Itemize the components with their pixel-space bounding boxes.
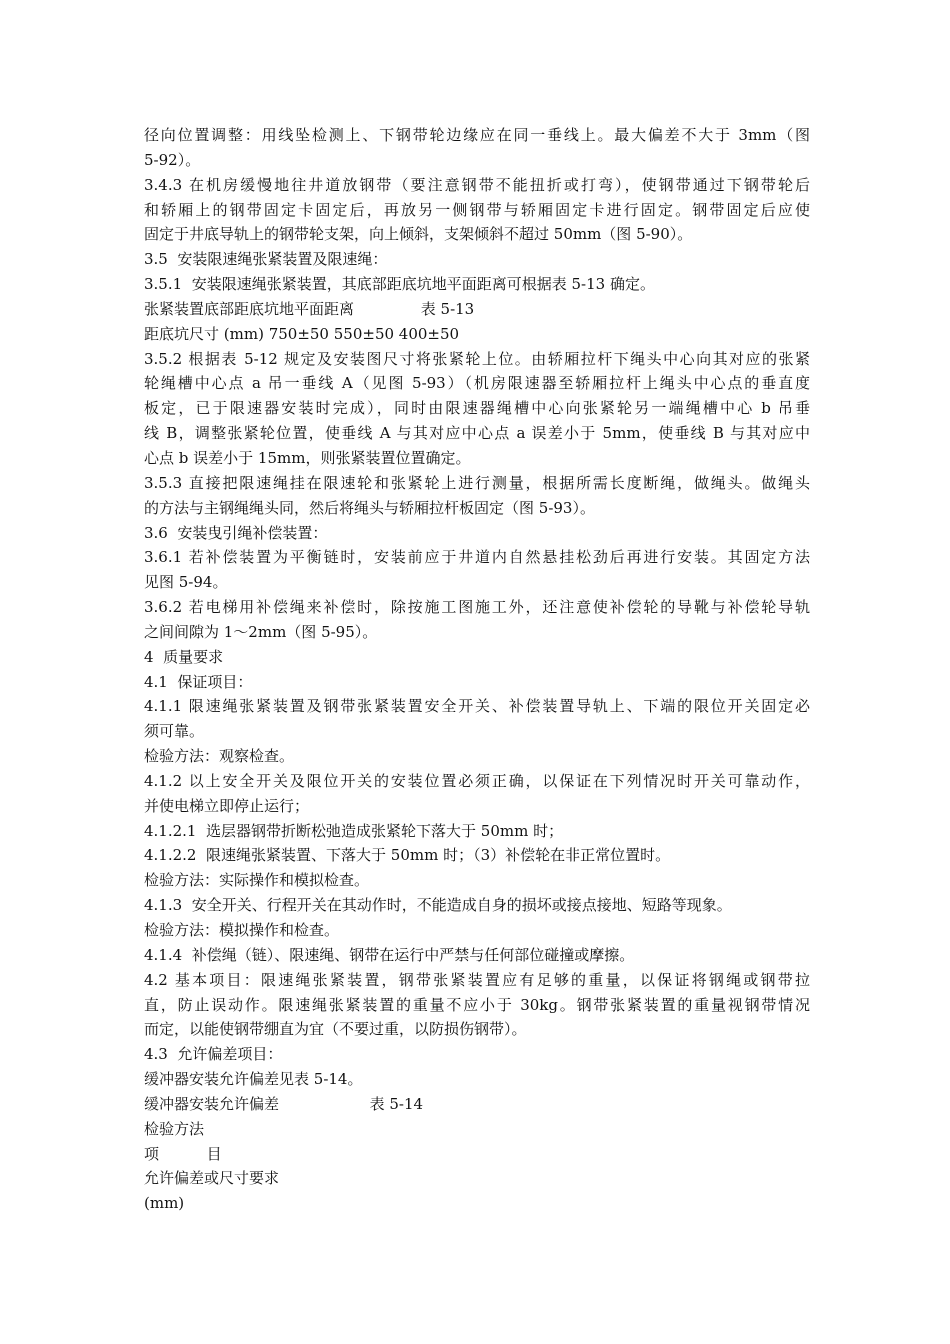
text-line: 见图 5-94。 [144,573,228,592]
table-row: 距底坑尺寸 (mm) 750±50 550±50 400±50 [144,324,460,343]
text-line: 3.5.3 直接把限速绳挂在限速轮和张紧轮上进行测量，根据所需长度断绳，做绳头。做绳头 [144,473,810,492]
table-header-cell: (mm) [144,1194,185,1213]
text-line: 并使电梯立即停止运行； [144,796,310,815]
section-heading: 3.6 安装曳引绳补偿装置： [144,523,328,542]
text-line: 固定于井底导轨上的钢带轮支架，向上倾斜，支架倾斜不超过 50mm（图 5-90）。 [144,225,693,244]
text-line: 缓冲器安装允许偏差见表 5-14。 [144,1070,363,1089]
text-line: 3.4.3 在机房缓慢地往井道放钢带（要注意钢带不能扭折或打弯），使钢带通过下钢带轮后 [144,175,810,194]
text-line: 轮绳槽中心点 a 吊一垂线 A（见图 5-93）（机房限速器至轿厢拉杆上绳头中心点的垂直度 [144,374,810,393]
text-line: 检验方法：实际操作和模拟检查。 [144,871,370,890]
text-line: 径向位置调整：用线坠检测上、下钢带轮边缘应在同一垂线上。最大偏差不大于 3mm（图 [144,126,810,144]
text-line: 4.1.2.1 选层器钢带折断松弛造成张紧轮下落大于 50mm 时； [144,821,564,840]
text-line: 检验方法：观察检查。 [144,747,295,766]
text-line: 4.1.4 补偿绳（链）、限速绳、钢带在运行中严禁与任何部位碰撞或摩擦。 [144,945,635,964]
text-line: 线 B，调整张紧轮位置，使垂线 A 与其对应中心点 a 误差小于 5mm，使垂线 B 与其对应中 [144,424,810,443]
text-line: 4.1.1 限速绳张紧装置及钢带张紧装置安全开关、补偿装置导轨上、下端的限位开关固定必 [144,697,810,716]
text-line: 3.6.2 若电梯用补偿绳来补偿时，除按施工图施工外，还注意使补偿轮的导靴与补偿轮导轨 [144,598,810,617]
document-body [144,123,810,1216]
text-line: 5-92）。 [144,150,201,169]
section-heading: 3.5 安装限速绳张紧装置及限速绳： [144,250,388,269]
table-header-cell: 允许偏差或尺寸要求 [144,1169,280,1188]
text-line: 4.1.2.2 限速绳张紧装置、下落大于 50mm 时；（3）补偿轮在非正常位置时。 [144,846,671,865]
table-caption: 缓冲器安装允许偏差 表 5-14 [144,1094,424,1113]
section-heading: 4.1 保证项目： [144,672,253,691]
text-line: 检验方法：模拟操作和检查。 [144,921,340,939]
table-caption: 张紧装置底部距底坑地平面距离 表 5-13 [144,299,475,318]
text-line: 4.2 基本项目：限速绳张紧装置，钢带张紧装置应有足够的重量，以保证将钢绳或钢带拉 [144,970,810,989]
section-heading: 4 质量要求 [144,647,224,666]
text-line: 板定，已于限速器安装时完成），同时由限速器绳槽中心向张紧轮另一端绳槽中心 b 吊垂 [144,399,810,418]
text-line: 直，防止误动作。限速绳张紧装置的重量不应小于 30kg。钢带张紧装置的重量视钢带情况 [144,995,810,1014]
text-line: 和轿厢上的钢带固定卡固定后，再放另一侧钢带与轿厢固定卡进行固定。钢带固定后应使 [144,200,810,219]
text-line: 4.1.3 安全开关、行程开关在其动作时，不能造成自身的损坏或接点接地、短路等现象。 [144,896,732,915]
text-line: 之间间隙为 1～2mm（图 5-95）。 [144,622,378,641]
text-line: 3.6.1 若补偿装置为平衡链时，安装前应于井道内自然悬挂松劲后再进行安装。其固定方法 [144,548,810,567]
text-line: 3.5.1 安装限速绳张紧装置，其底部距底坑地平面距离可根据表 5-13 确定。 [144,275,655,294]
section-heading: 4.3 允许偏差项目： [144,1045,283,1064]
text-line: 的方法与主钢绳绳头同，然后将绳头与轿厢拉杆板固定（图 5-93）。 [144,498,595,517]
text-line: 心点 b 误差小于 15mm，则张紧装置位置确定。 [144,448,471,467]
text-line: 3.5.2 根据表 5-12 规定及安装图尺寸将张紧轮上位。由轿厢拉杆下绳头中心向其对应的张紧 [144,349,810,368]
text-line: 而定，以能使钢带绷直为宜（不要过重，以防损伤钢带）。 [144,1020,527,1039]
table-header-cell: 检验方法 [144,1119,205,1138]
text-line: 4.1.2 以上安全开关及限位开关的安装位置必须正确，以保证在下列情况时开关可靠动作， [144,771,810,790]
text-line: 须可靠。 [144,722,205,741]
table-header-cell: 项 目 [144,1144,222,1163]
